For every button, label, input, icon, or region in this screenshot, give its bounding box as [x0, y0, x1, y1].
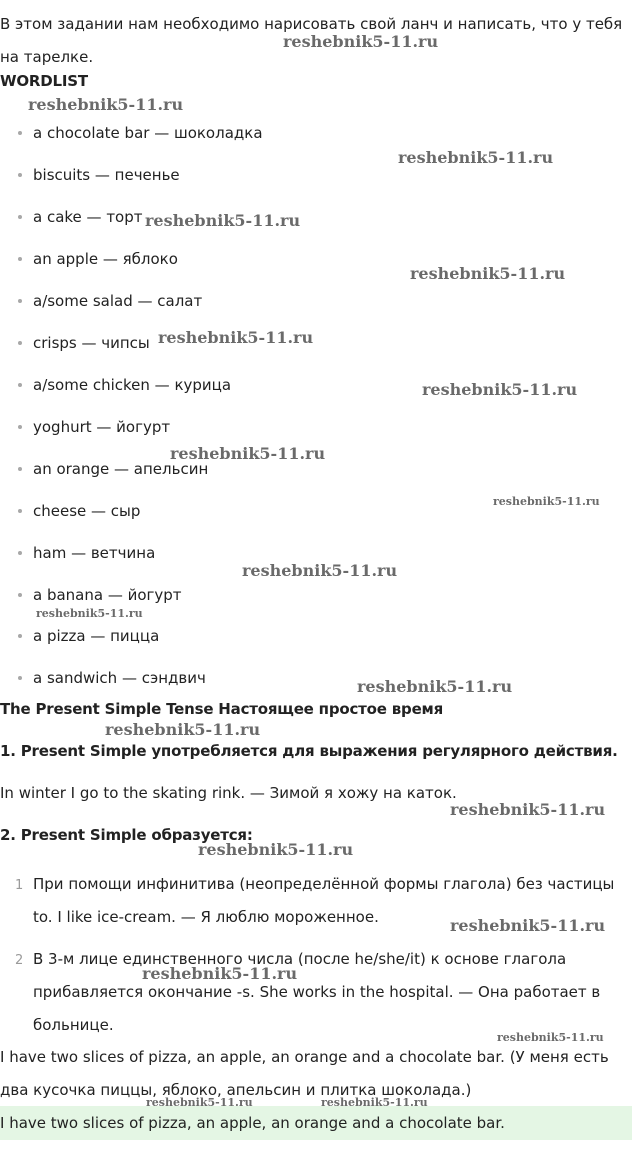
grammar-title: The Present Simple Tense Настоящее простое время: [0, 700, 444, 718]
watermark: reshebnik5-11.ru: [450, 916, 606, 935]
watermark: reshebnik5-11.ru: [410, 264, 566, 283]
watermark: reshebnik5-11.ru: [146, 1096, 253, 1109]
item-text: При помощи инфинитива (неопределённой формы глагола) без частицы to. I like ice-cream. — Я люблю мороженное.: [33, 875, 615, 926]
watermark: reshebnik5-11.ru: [28, 95, 184, 114]
bullet-icon: [18, 634, 22, 638]
item-text: В 3-м лице единственного числа (после he/she/it) к основе глагола прибавляется окончание -s. She works in the hospital. — Она работает в больнице.: [33, 950, 601, 1034]
watermark: reshebnik5-11.ru: [450, 800, 606, 819]
item-number: 1: [15, 878, 24, 893]
watermark: reshebnik5-11.ru: [105, 720, 261, 739]
watermark: reshebnik5-11.ru: [36, 607, 143, 620]
watermark: reshebnik5-11.ru: [145, 211, 301, 230]
watermark: reshebnik5-11.ru: [357, 677, 513, 696]
bullet-icon: [18, 341, 22, 345]
bullet-icon: [18, 593, 22, 597]
wordlist-title: WORDLIST: [0, 72, 88, 90]
watermark: reshebnik5-11.ru: [398, 148, 554, 167]
rule-1: 1. Present Simple употребляется для выражения регулярного действия.: [0, 742, 618, 760]
item-number: 2: [15, 953, 24, 968]
bullet-icon: [18, 257, 22, 261]
bullet-icon: [18, 173, 22, 177]
intro-text: В этом задании нам необходимо нарисовать свой ланч и написать, что у тебя на тарелке.: [0, 15, 623, 66]
watermark: reshebnik5-11.ru: [497, 1031, 604, 1044]
answer-translation: I have two slices of pizza, an apple, an orange and a chocolate bar. (У меня есть два кусочка пиццы, яблоко, апельсин и плитка шоколада.): [0, 1048, 609, 1099]
bullet-icon: [18, 467, 22, 471]
watermark: reshebnik5-11.ru: [321, 1096, 428, 1109]
watermark: reshebnik5-11.ru: [142, 964, 298, 983]
watermark: reshebnik5-11.ru: [422, 380, 578, 399]
rule-2: 2. Present Simple образуется:: [0, 826, 253, 844]
answer-highlight-box: [0, 1106, 632, 1140]
watermark: reshebnik5-11.ru: [493, 495, 600, 508]
watermark: reshebnik5-11.ru: [170, 444, 326, 463]
bullet-icon: [18, 131, 22, 135]
answer-highlight: I have two slices of pizza, an apple, an orange and a chocolate bar.: [0, 1114, 505, 1132]
watermark: reshebnik5-11.ru: [242, 561, 398, 580]
bullet-icon: [18, 299, 22, 303]
watermark: reshebnik5-11.ru: [198, 840, 354, 859]
bullet-icon: [18, 383, 22, 387]
bullet-icon: [18, 509, 22, 513]
bullet-icon: [18, 215, 22, 219]
bullet-icon: [18, 551, 22, 555]
bullet-icon: [18, 676, 22, 680]
bullet-icon: [18, 425, 22, 429]
example-1: In winter I go to the skating rink. — Зимой я хожу на каток.: [0, 784, 457, 802]
watermark: reshebnik5-11.ru: [283, 32, 439, 51]
watermark: reshebnik5-11.ru: [158, 328, 314, 347]
